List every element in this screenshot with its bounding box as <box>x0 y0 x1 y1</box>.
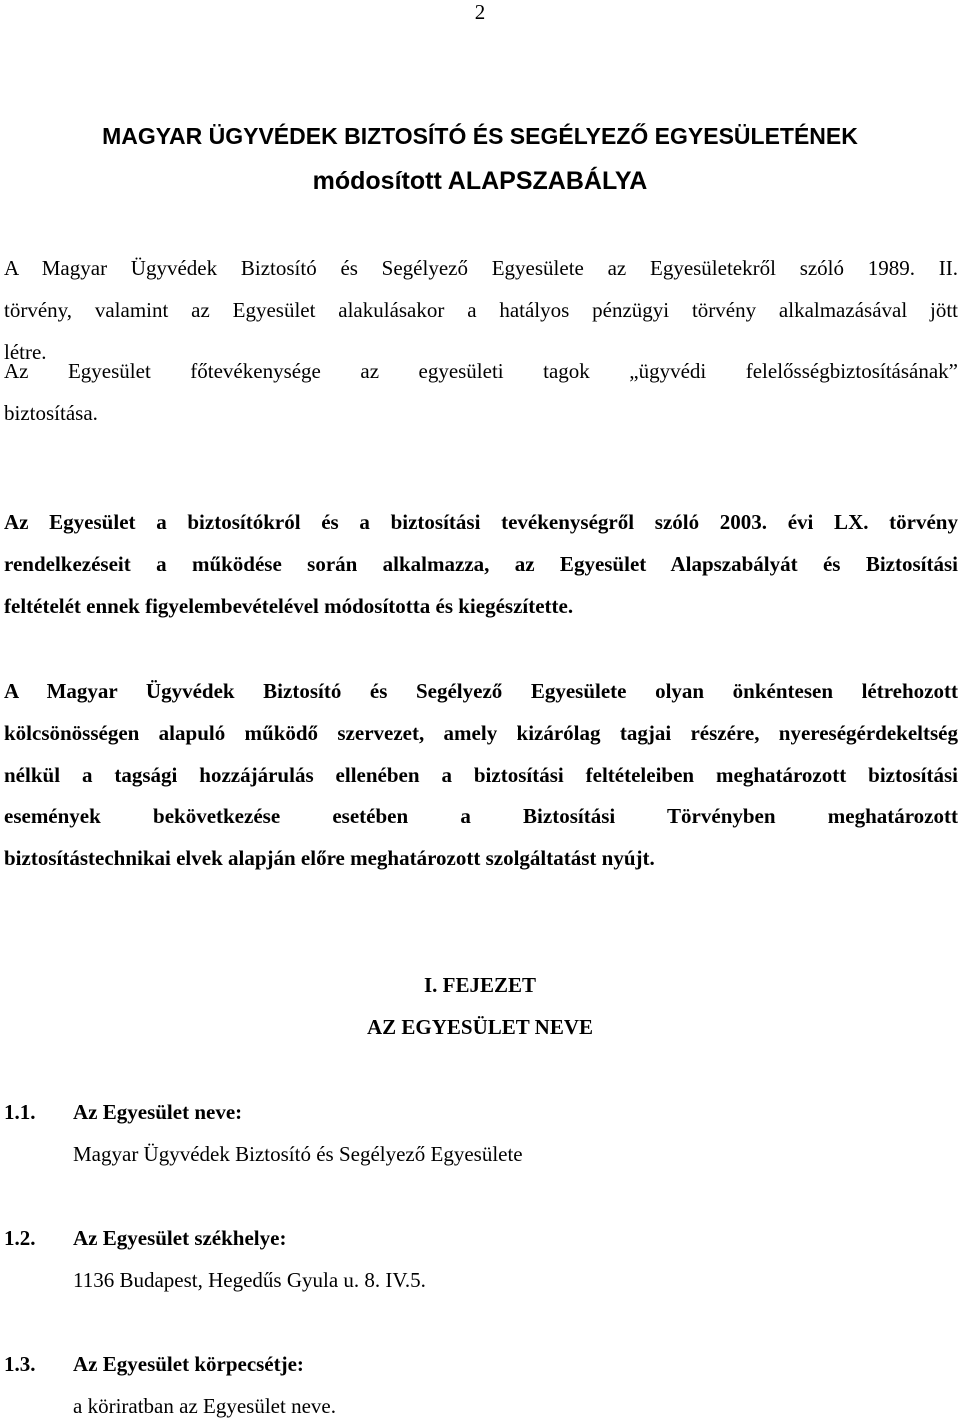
section-title: Az Egyesület neve: <box>73 1100 243 1124</box>
paragraph-line: létre. <box>4 339 47 364</box>
section-number: 1.2. <box>4 1226 36 1250</box>
section-number: 1.1. <box>4 1100 36 1124</box>
section-value: a köriratban az Egyesület neve. <box>73 1394 336 1418</box>
chapter-title: AZ EGYESÜLET NEVE <box>366 1015 594 1039</box>
paragraph-line: biztosítástechnikai elvek alapján előre meghatározott szolgáltatást nyújt. <box>4 846 655 871</box>
paragraph-line: feltételét ennek figyelembevételével módosította és kiegészítette. <box>4 593 574 618</box>
section-value: Magyar Ügyvédek Biztosító és Segélyező Egyesülete <box>73 1142 523 1166</box>
paragraph-line: biztosítása. <box>4 400 98 425</box>
paragraph-line: A Magyar Ügyvédek Biztosító és Segélyező Egyesülete az Egyesületekről szóló 1989. II. <box>4 256 958 280</box>
paragraph-line: Az Egyesület főtevékenysége az egyesületi tagok „ügyvédi felelősségbiztosításának” <box>4 359 958 383</box>
document-subtitle: módosított ALAPSZABÁLYA <box>312 167 648 195</box>
section-number: 1.3. <box>4 1352 36 1376</box>
section-title: Az Egyesület székhelye: <box>73 1226 287 1250</box>
paragraph-line: kölcsönösségen alapuló működő szervezet, amely kizárólag tagjai részére, nyereségérdekeltség <box>4 720 958 745</box>
paragraph-line: A Magyar Ügyvédek Biztosító és Segélyező Egyesülete olyan önkéntesen létrehozott <box>4 679 958 703</box>
paragraph-legal-basis <box>4 502 958 627</box>
paragraph-line: törvény, valamint az Egyesület alakulásakor a hatályos pénzügyi törvény alkalmazásával jött <box>4 297 958 322</box>
chapter-number: I. FEJEZET <box>423 973 537 997</box>
paragraph-line: események bekövetkezése esetében a Biztosítási Törvényben meghatározott <box>4 804 958 829</box>
paragraph-definition <box>4 671 958 880</box>
paragraph-main-activity <box>4 351 958 435</box>
section-title: Az Egyesület körpecsétje: <box>73 1352 304 1376</box>
section-value: 1136 Budapest, Hegedűs Gyula u. 8. IV.5. <box>73 1268 426 1292</box>
paragraph-line: nélkül a tagsági hozzájárulás ellenében a biztosítási feltételeiben meghatározott biztosítási <box>4 762 958 787</box>
document-title: MAGYAR ÜGYVÉDEK BIZTOSÍTÓ ÉS SEGÉLYEZŐ EGYESÜLETÉNEK <box>102 123 858 149</box>
page-number: 2 <box>474 0 486 24</box>
paragraph-line: rendelkezéseit a működése során alkalmazza, az Egyesület Alapszabályát és Biztosítási <box>4 551 958 576</box>
paragraph-line: Az Egyesület a biztosítókról és a biztosítási tevékenységről szóló 2003. évi LX. törvény <box>4 510 958 534</box>
